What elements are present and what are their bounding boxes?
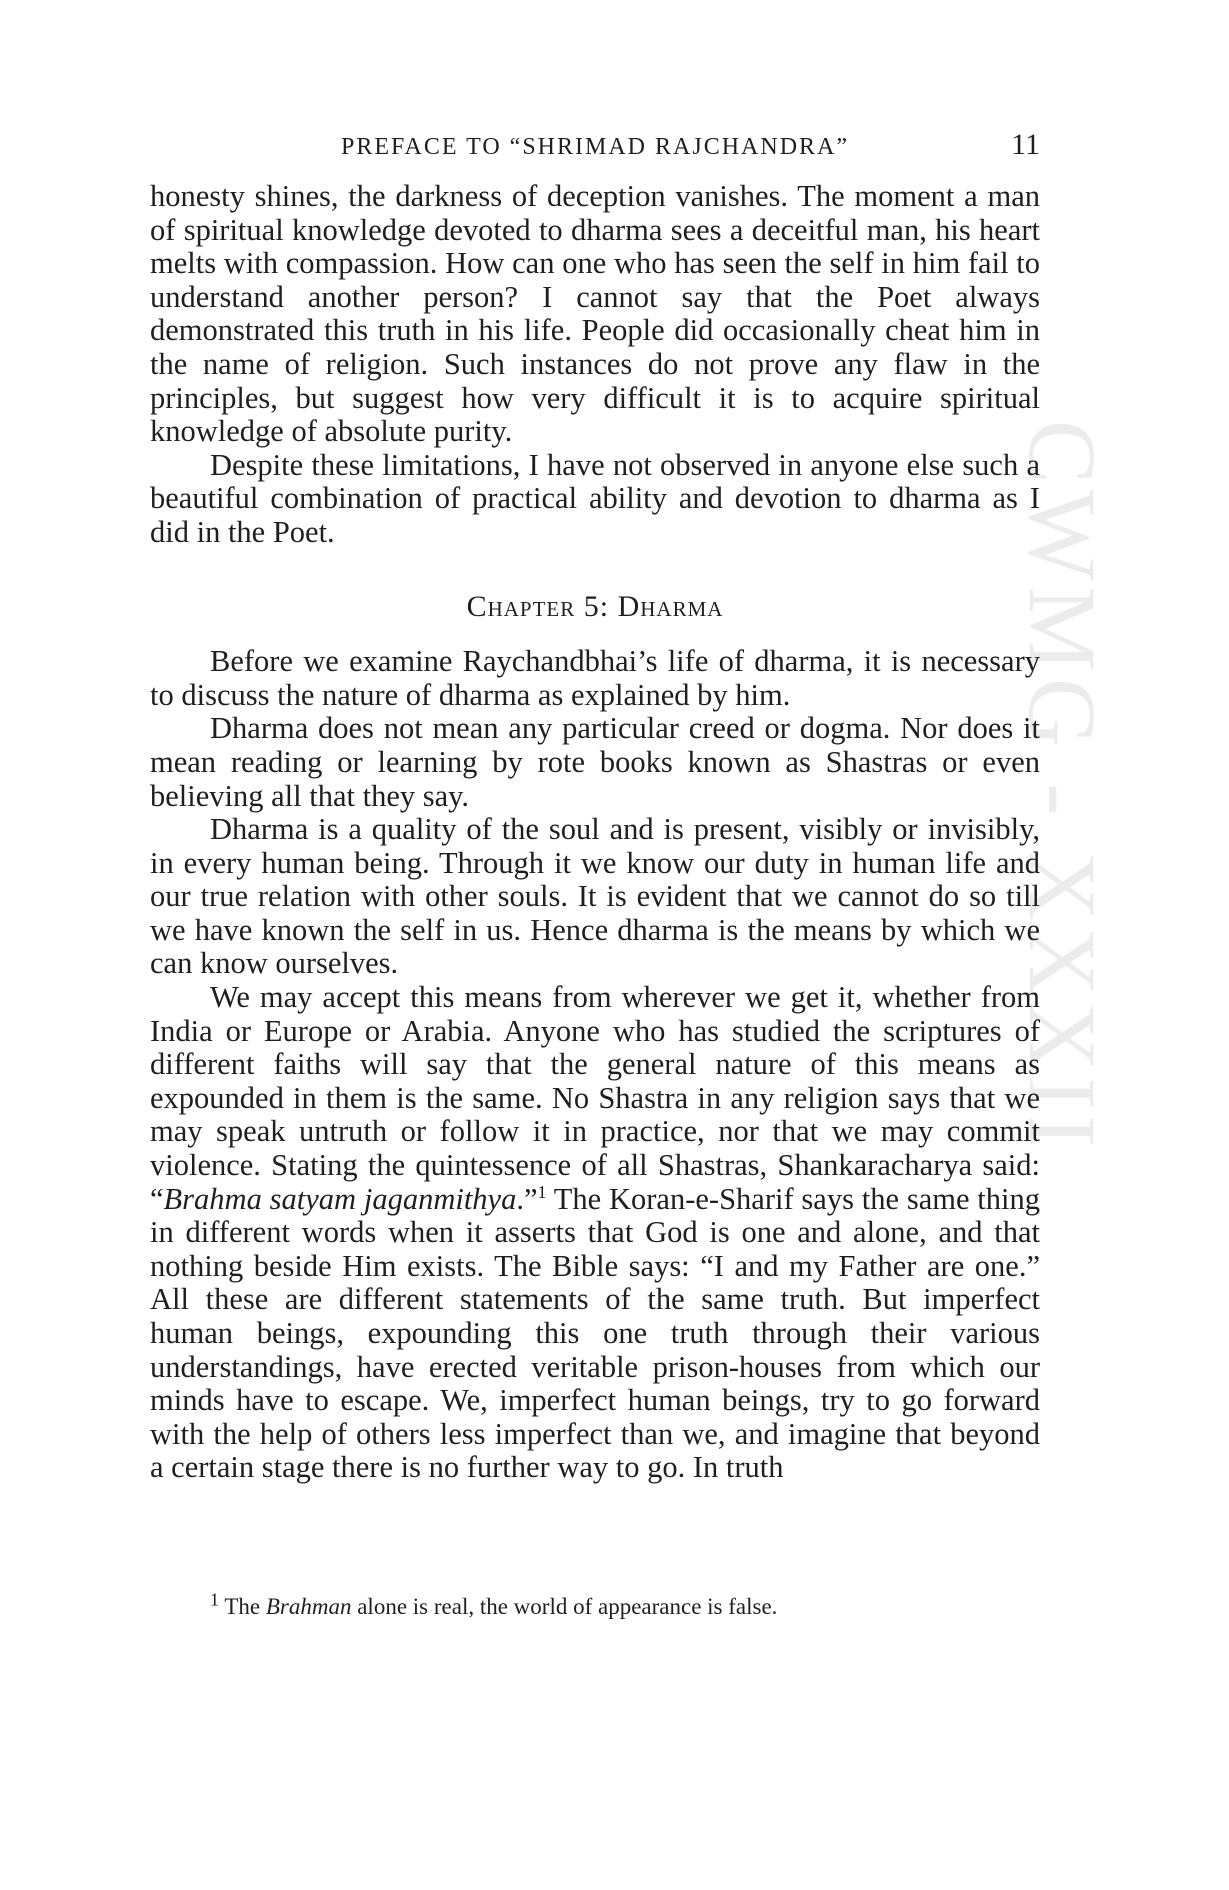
running-head: PREFACE TO “SHRIMAD RAJCHANDRA” <box>340 134 850 160</box>
footnote-text: alone is real, the world of appearance is false. <box>351 1594 778 1619</box>
watermark-text: CWMG - XXXII <box>1009 420 1116 1154</box>
chapter-heading: Chapter 5: Dharma <box>466 589 724 623</box>
footnote-ref[interactable]: 1 <box>537 1181 547 1202</box>
footnote-marker: 1 <box>210 1589 219 1610</box>
quote-close: .” <box>516 1181 538 1216</box>
footnote-text: The <box>219 1594 266 1619</box>
page-number: 11 <box>1011 128 1040 161</box>
footnote-italic: Brahman <box>265 1594 352 1619</box>
paragraph: Dharma does not mean any particular creed or dogma. Nor does it mean reading or learning by rote books known as Shastras or even believing all that they say. <box>150 711 1040 813</box>
body-text <box>150 180 1040 1485</box>
footnote <box>210 1589 1040 1622</box>
paragraph: Dharma is a quality of the soul and is present, visibly or invisibly, in every human being. Through it we know our duty in human life and our true relation with other souls. It is evident that we cannot do so till we have known the self in us. Hence dharma is the means by which we can know ourselves. <box>150 812 1040 981</box>
paragraph: Before we examine Raychandbhai’s life of dharma, it is necessary to discuss the nature of dharma as explained by him. <box>150 644 1040 712</box>
paragraph: honesty shines, the darkness of deception vanishes. The moment a man of spiritual knowledge devoted to dharma sees a deceitful man, his heart melts with compassion. How can one who has seen the self in him fail to understand another person? I cannot say that the Poet always demonstrated this truth in his life. People did occasionally cheat him in the name of religion. Such instances do not prove any flaw in the principles, but suggest how very difficult it is to acquire spiritual knowledge of absolute purity. <box>150 179 1040 449</box>
paragraph-text: The Koran-e-Sharif says the same thing in different words when it asserts that God is one and alone, and that nothing beside Him exists. The Bible says: “I and my Father are one.” All these are different statements of the same truth. But imperfect human beings, expounding this one truth through their various understandings, have erected veritable prison-houses from which our minds have to escape. We, imperfect human beings, try to go forward with the help of others less imperfect than we, and imagine that beyond a certain stage there is no further way to go. In truth <box>150 1181 1040 1485</box>
paragraph: Despite these limitations, I have not observed in anyone else such a beautiful combination of practical ability and devotion to dharma as I did in the Poet. <box>150 447 1040 549</box>
sanskrit-quote: Brahma satyam jaganmithya <box>163 1181 517 1216</box>
paragraph-text: We may accept this means from wherever we get it, whether from India or Europe or Arabia. Anyone who has studied the scriptures of different faiths will say that the general nature of this means as expounded in them is the same. No Shastra in any religion says that we may speak untruth or follow it in practice, nor that we may commit violence. Stating the quintessence of all Shastras, Shankaracharya said: “ <box>150 980 1040 1216</box>
page-header <box>150 128 1040 168</box>
paragraph <box>150 981 1040 1485</box>
